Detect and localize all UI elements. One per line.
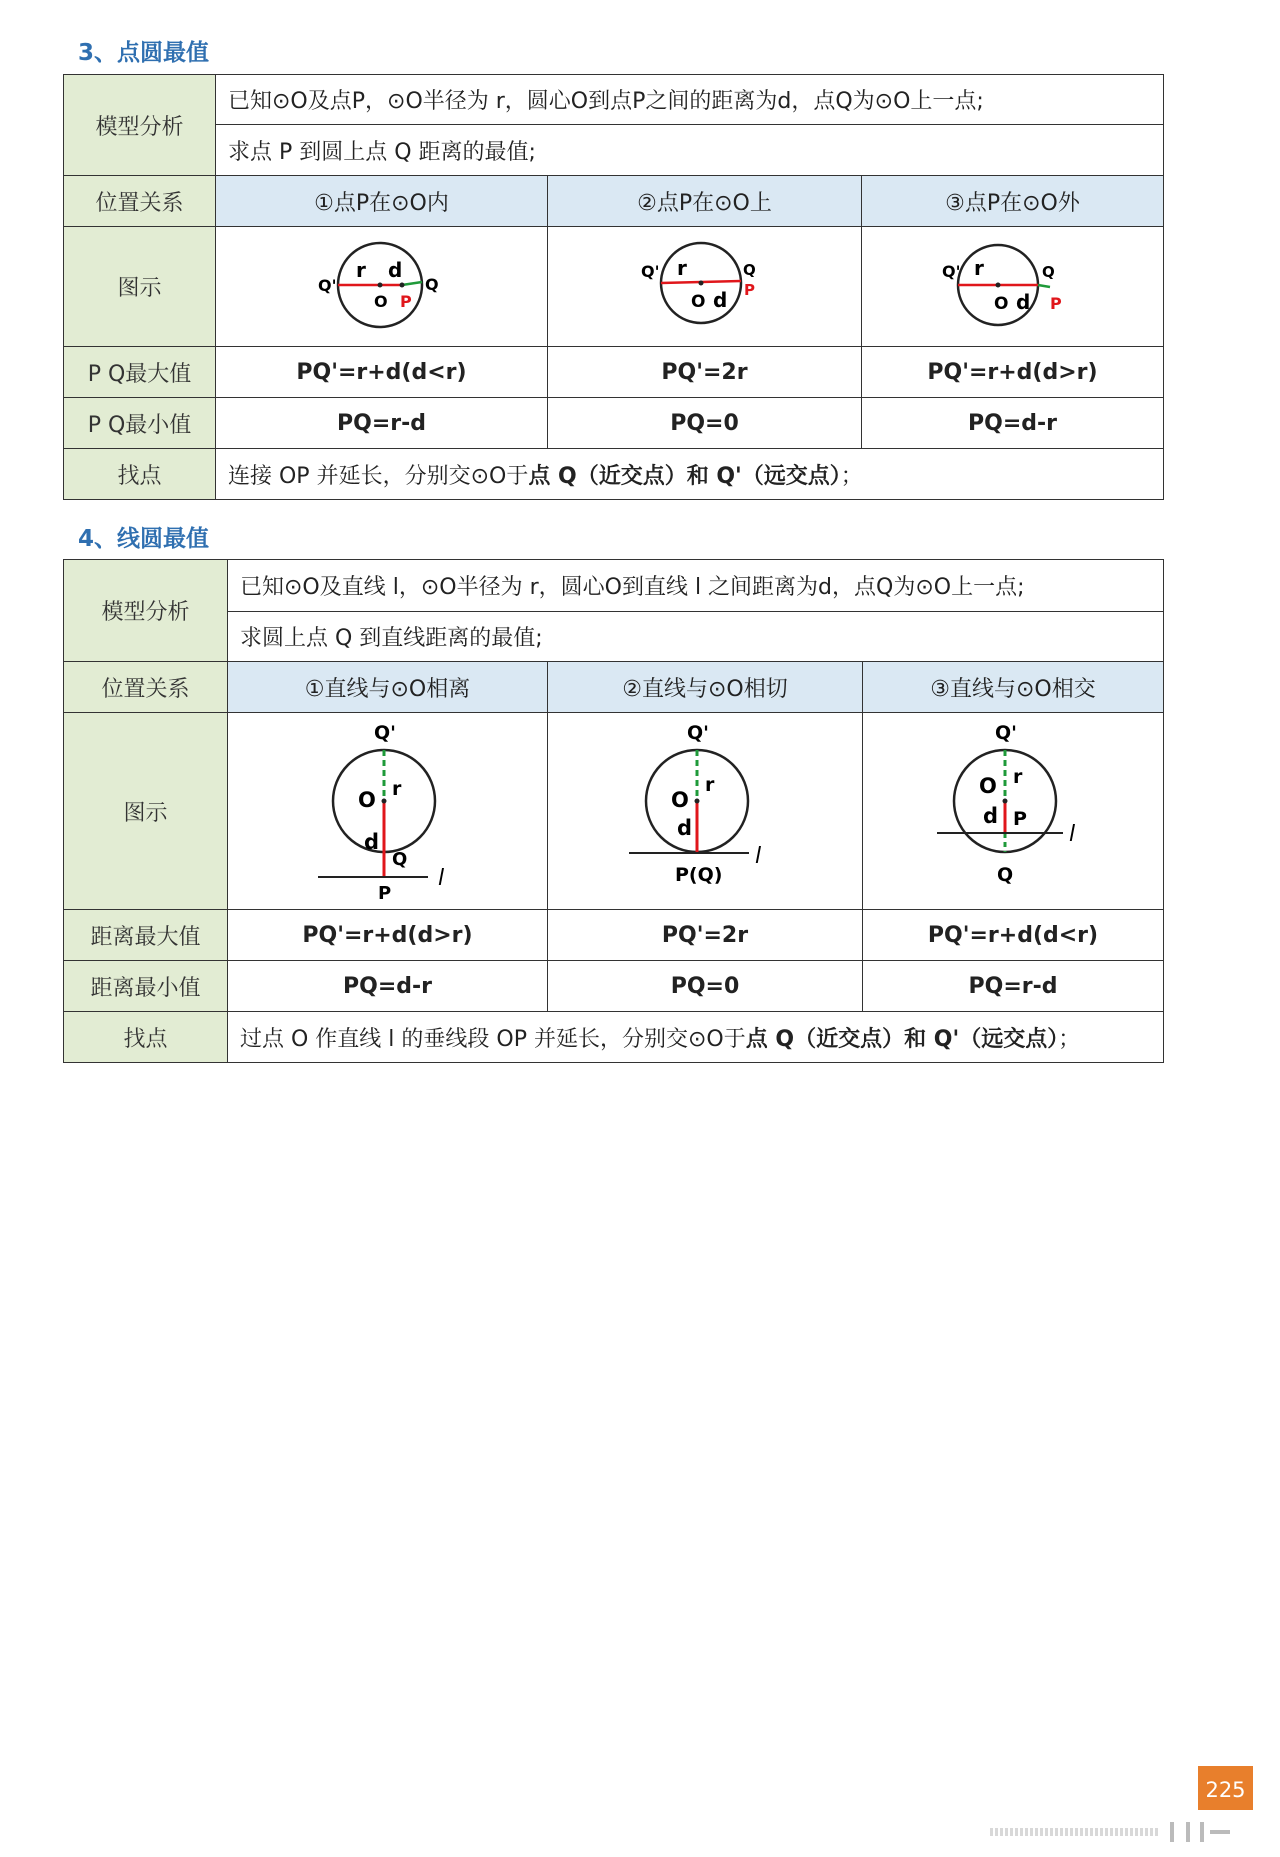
label-qprime: Q' (995, 722, 1017, 744)
label-p: P (1013, 808, 1027, 830)
line-tangent-diagram (625, 713, 785, 903)
model-line-1: 已知⊙O及直线 l，⊙O半径为 r，圆心O到直线 l 之间距离为d，点Q为⊙O上一点; (228, 560, 1164, 612)
figure-point-on (548, 227, 862, 347)
label-r: r (676, 255, 687, 280)
label-o: O (671, 788, 689, 812)
min-value-on: PQ=0 (548, 398, 862, 449)
label-o: O (979, 774, 997, 798)
min-value-outside: PQ=d-r (862, 398, 1164, 449)
label-r: r (973, 255, 984, 280)
label-o: O (690, 291, 705, 312)
label-qprime: Q' (941, 261, 960, 281)
model-analysis-label: 模型分析 (64, 75, 216, 176)
label-r: r (705, 774, 715, 796)
position-inside: ①点P在⊙O内 (216, 176, 548, 227)
figure-label: 图示 (64, 713, 228, 910)
center-dot (698, 280, 703, 285)
figure-point-inside (216, 227, 548, 347)
label-p: P (1049, 293, 1062, 313)
label-p: P (399, 291, 412, 311)
find-suffix: ； (1058, 1026, 1081, 1052)
label-qprime: Q' (317, 275, 336, 295)
line-circle-table (63, 559, 1164, 1063)
min-value-intersect: PQ=r-d (863, 961, 1164, 1012)
max-value-tangent: PQ'=2r (548, 910, 863, 961)
label-pq: P(Q) (675, 864, 723, 886)
label-q: Q (997, 864, 1014, 886)
segment-pq (402, 282, 422, 285)
label-o: O (993, 293, 1008, 314)
label-p: P (377, 883, 391, 903)
figure-line-tangent (548, 713, 863, 910)
label-qprime: Q' (640, 261, 659, 281)
model-analysis-label: 模型分析 (64, 560, 228, 662)
max-value-intersect: PQ'=r+d(d<r) (863, 910, 1164, 961)
find-bold: 点 Q（近交点）和 Q'（远交点） (745, 1026, 1059, 1052)
max-value-outside: PQ'=r+d(d>r) (862, 347, 1164, 398)
max-value-separate: PQ'=r+d(d>r) (228, 910, 548, 961)
footer-decoration (990, 1822, 1235, 1844)
position-on: ②点P在⊙O上 (548, 176, 862, 227)
line-separate-diagram (308, 713, 468, 903)
min-value-tangent: PQ=0 (548, 961, 863, 1012)
position-tangent: ②直线与⊙O相切 (548, 662, 863, 713)
label-d: d (1015, 289, 1030, 314)
label-q: Q (1041, 262, 1055, 281)
find-suffix: ； (840, 463, 863, 489)
position-label: 位置关系 (64, 662, 228, 713)
figure-line-separate (228, 713, 548, 910)
center-dot (377, 282, 382, 287)
section-4-title: 4、线圆最值 (78, 526, 210, 552)
page-number-badge: 225 (1198, 1766, 1253, 1810)
center-dot (995, 282, 1000, 287)
figure-label: 图示 (64, 227, 216, 347)
find-point-label: 找点 (64, 449, 216, 500)
label-r: r (355, 257, 366, 282)
section-3-title: 3、点圆最值 (78, 40, 210, 66)
max-label: 距离最大值 (64, 910, 228, 961)
max-value-inside: PQ'=r+d(d<r) (216, 347, 548, 398)
label-q: Q (424, 274, 439, 294)
center-dot (1003, 799, 1008, 804)
figure-line-intersect (863, 713, 1164, 910)
min-value-inside: PQ=r-d (216, 398, 548, 449)
center-dot (381, 799, 386, 804)
point-circle-table (63, 74, 1164, 500)
center-dot (695, 799, 700, 804)
label-q: Q (391, 849, 407, 870)
max-value-on: PQ'=2r (548, 347, 862, 398)
find-point-text (228, 1012, 1164, 1063)
position-separate: ①直线与⊙O相离 (228, 662, 548, 713)
point-on-diagram (635, 229, 775, 339)
label-d: d (677, 816, 693, 840)
model-line-1: 已知⊙O及点P，⊙O半径为 r，圆心O到点P之间的距离为d，点Q为⊙O上一点; (216, 75, 1164, 125)
label-r: r (1013, 766, 1023, 788)
position-label: 位置关系 (64, 176, 216, 227)
min-label: 距离最小值 (64, 961, 228, 1012)
min-value-separate: PQ=d-r (228, 961, 548, 1012)
line-intersect-diagram (933, 713, 1093, 903)
point-inside-diagram (312, 229, 452, 339)
min-label: P Q最小值 (64, 398, 216, 449)
point-outside-diagram (938, 229, 1088, 339)
find-point-label: 找点 (64, 1012, 228, 1063)
label-qprime: Q' (687, 722, 709, 744)
label-o: O (373, 291, 388, 311)
figure-point-outside (862, 227, 1164, 347)
label-qprime: Q' (373, 722, 396, 744)
find-point-text (216, 449, 1164, 500)
label-o: O (357, 788, 376, 812)
label-l: l (755, 844, 762, 869)
find-bold: 点 Q（近交点）和 Q'（远交点） (528, 463, 841, 489)
label-d: d (983, 804, 999, 828)
label-l: l (437, 866, 444, 891)
find-prefix: 连接 OP 并延长，分别交⊙O于 (228, 463, 529, 489)
segment-qp (1038, 285, 1050, 287)
label-d: d (387, 257, 402, 282)
model-line-2: 求点 P 到圆上点 Q 距离的最值; (216, 125, 1164, 176)
label-p: P (743, 280, 755, 299)
model-line-2: 求圆上点 Q 到直线距离的最值; (228, 612, 1164, 662)
label-l: l (1069, 822, 1076, 847)
label-q: Q (742, 260, 756, 279)
p-dot (399, 282, 404, 287)
max-label: P Q最大值 (64, 347, 216, 398)
position-outside: ③点P在⊙O外 (862, 176, 1164, 227)
label-r: r (391, 778, 401, 800)
position-intersect: ③直线与⊙O相交 (863, 662, 1164, 713)
find-prefix: 过点 O 作直线 l 的垂线段 OP 并延长，分别交⊙O于 (240, 1026, 746, 1052)
label-d: d (363, 830, 379, 854)
label-d: d (712, 287, 727, 312)
